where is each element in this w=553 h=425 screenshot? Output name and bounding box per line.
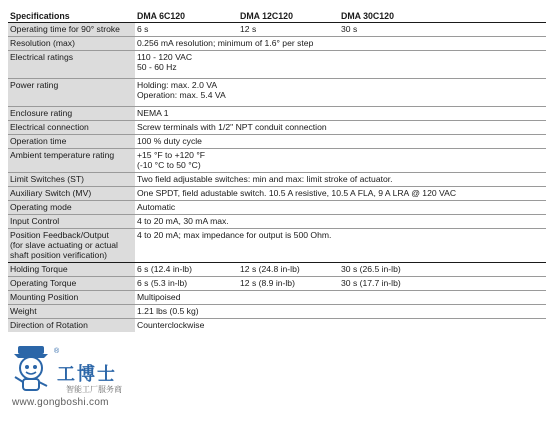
value-line: (-10 °C to 50 °C)	[137, 160, 201, 170]
table-row	[8, 173, 546, 187]
brand-url: www.gongboshi.com	[12, 397, 109, 408]
row-label: Limit Switches (ST)	[8, 173, 135, 187]
row-label: Enclosure rating	[8, 107, 135, 121]
cell-value: Multipoised	[135, 291, 546, 305]
row-label: Operating mode	[8, 201, 135, 215]
row-label: Weight	[8, 305, 135, 319]
table-row	[8, 121, 546, 135]
cell-value: Automatic	[135, 201, 546, 215]
row-label: Resolution (max)	[8, 37, 135, 51]
value-line: Operation: max. 5.4 VA	[137, 90, 226, 100]
row-label: Mounting Position	[8, 291, 135, 305]
brand-name: 工博士	[57, 364, 117, 385]
table-row	[8, 135, 546, 149]
label-line: Position Feedback/Output	[10, 230, 109, 240]
table-row	[8, 263, 546, 277]
row-label: Auxiliary Switch (MV)	[8, 187, 135, 201]
cell-value: 12 s (24.8 in-lb)	[238, 263, 339, 277]
row-label: Operation time	[8, 135, 135, 149]
cell-value: Two field adjustable switches: min and max: limit stroke of actuator.	[135, 173, 546, 187]
table-row	[8, 37, 546, 51]
row-label: Operating Torque	[8, 277, 135, 291]
table-row	[8, 305, 546, 319]
row-label: Input Control	[8, 215, 135, 229]
cell-value: 30 s (26.5 in-lb)	[339, 263, 546, 277]
gongboshi-watermark-logo	[8, 344, 158, 414]
cell-value	[135, 149, 546, 173]
row-label: Holding Torque	[8, 263, 135, 277]
row-label: Electrical ratings	[8, 51, 135, 79]
cell-value: 12 s	[240, 24, 257, 34]
row-label	[8, 229, 135, 263]
table-row	[8, 229, 546, 263]
table-row	[8, 187, 546, 201]
table-row	[8, 319, 546, 333]
cell-value	[135, 51, 546, 79]
header-dma-30c120: DMA 30C120	[339, 8, 546, 23]
cell-value: NEMA 1	[135, 107, 546, 121]
row-label: Electrical connection	[8, 121, 135, 135]
cell-value: 30 s	[341, 24, 358, 34]
table-row	[8, 107, 546, 121]
value-line: 50 - 60 Hz	[137, 62, 177, 72]
robot-mascot-icon	[10, 344, 54, 396]
label-line: shaft position verification)	[10, 250, 107, 260]
cell-value: 4 to 20 mA; max impedance for output is 500 Ohm.	[135, 229, 546, 263]
table-row	[8, 23, 546, 37]
value-line: +15 °F to +120 °F	[137, 150, 206, 160]
header-dma-12c120: DMA 12C120	[238, 8, 339, 23]
cell-value: One SPDT, field adustable switch. 10.5 A resistive, 10.5 A FLA, 9 A LRA @ 120 VAC	[135, 187, 546, 201]
spec-sheet	[8, 8, 546, 332]
cell-value: Counterclockwise	[135, 319, 546, 333]
cell-value: 100 % duty cycle	[135, 135, 546, 149]
cell-value: 6 s	[137, 24, 149, 34]
cell-value: 6 s (5.3 in-lb)	[135, 277, 238, 291]
label-line: (for slave actuating or actual	[10, 240, 118, 250]
cell-value: 1.21 lbs (0.5 kg)	[135, 305, 546, 319]
cell-value: 12 s (8.9 in-lb)	[238, 277, 339, 291]
cell-value: 30 s (17.7 in-lb)	[339, 277, 546, 291]
cell-value: 0.256 mA resolution; minimum of 1.6° per step	[135, 37, 546, 51]
table-row	[8, 51, 546, 79]
value-line: 110 - 120 VAC	[137, 52, 193, 62]
header-dma-6c120: DMA 6C120	[135, 8, 238, 23]
table-row	[8, 79, 546, 107]
cell-value: 6 s (12.4 in-lb)	[135, 263, 238, 277]
row-label: Direction of Rotation	[8, 319, 135, 333]
row-label: Power rating	[8, 79, 135, 107]
registered-mark: ®	[54, 348, 60, 355]
row-label: Operating time for 90° stroke	[8, 23, 135, 37]
table-row	[8, 149, 546, 173]
cell-value: 4 to 20 mA, 30 mA max.	[135, 215, 546, 229]
header-specifications: Specifications	[8, 8, 135, 23]
cell-value: Screw terminals with 1/2" NPT conduit connection	[135, 121, 546, 135]
spec-table	[8, 8, 546, 332]
table-row	[8, 277, 546, 291]
table-row	[8, 201, 546, 215]
table-row	[8, 215, 546, 229]
value-line: Holding: max. 2.0 VA	[137, 80, 218, 90]
brand-tagline: 智能工厂服务商	[66, 385, 122, 394]
table-row	[8, 291, 546, 305]
cell-value	[135, 79, 546, 107]
row-label: Ambient temperature rating	[8, 149, 135, 173]
table-header-row	[8, 8, 546, 23]
